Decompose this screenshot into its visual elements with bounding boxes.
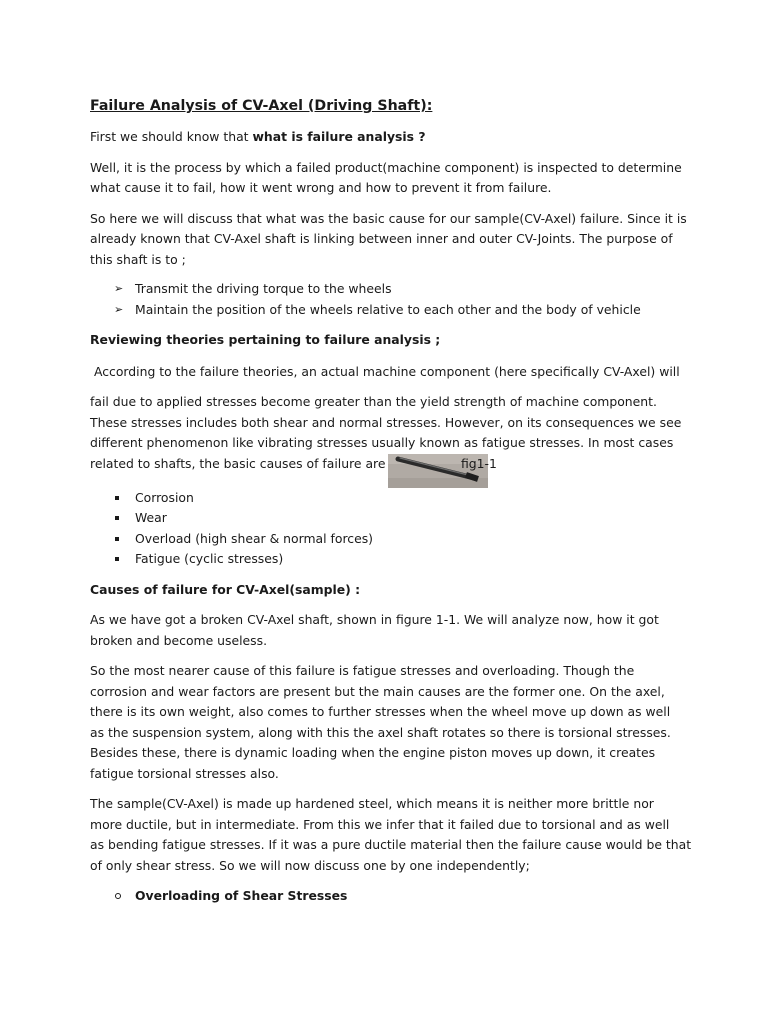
list-item-text: Overload (high shear & normal forces) [135, 530, 374, 546]
purpose-line: this shaft is to ; [90, 251, 186, 267]
sample-paragraph [90, 794, 690, 876]
definition-line: Well, it is the process by which a failed product(machine component) is inspected to determine [90, 159, 682, 175]
purpose-paragraph [90, 209, 690, 271]
causes-heading: Causes of failure for CV-Axel(sample) : [90, 581, 361, 597]
list-item [90, 549, 690, 570]
square-bullet-icon [115, 516, 119, 520]
theory-line: fail due to applied stresses become greater than the yield strength of machine component. [90, 394, 657, 409]
arrow-bullet-icon: ➢ [114, 302, 124, 316]
fatigue-paragraph [90, 661, 690, 784]
list-item [90, 300, 690, 321]
purpose-line: So here we will discuss that what was the basic cause for our sample(CV-Axel) failure. Since it is [90, 210, 687, 226]
fatigue-line: fatigue torsional stresses also. [90, 765, 279, 781]
subsection-heading: Overloading of Shear Stresses [135, 888, 348, 903]
intro-bold-question: what is failure analysis ? [252, 129, 426, 144]
sample-line: as bending fatigue stresses. If it was a pure ductile material then the failure cause would be that [90, 837, 692, 852]
theory-line: different phenomenon like vibrating stresses usually known as fatigue stresses. In most cases [90, 435, 674, 450]
list-item [90, 279, 690, 300]
fatigue-line: there is its own weight, also comes to further stresses when the wheel move up down as well [90, 704, 671, 719]
list-item [90, 488, 690, 509]
document-title: Failure Analysis of CV-Axel (Driving Shaft): [90, 98, 433, 114]
square-bullet-icon [115, 537, 119, 541]
sample-line: of only shear stress. So we will now discuss one by one independently; [90, 857, 530, 873]
fatigue-line: So the most nearer cause of this failure is fatigue stresses and overloading. Though the [90, 663, 635, 678]
broken-line: broken and become useless. [90, 632, 268, 648]
purpose-list [90, 279, 690, 320]
definition-line: what cause it to fail, how it went wrong and how to prevent it from failure. [90, 180, 552, 195]
broken-paragraph [90, 610, 690, 651]
theory-paragraph [90, 392, 690, 488]
list-item-text: Corrosion [135, 489, 194, 505]
theory-heading: Reviewing theories pertaining to failure analysis ; [90, 332, 441, 347]
broken-line: As we have got a broken CV-Axel shaft, shown in figure 1-1. We will analyze now, how it got [90, 612, 659, 627]
theory-line: related to shafts, the basic causes of failure are [90, 455, 386, 471]
fatigue-line: as the suspension system, along with this the axel shaft rotates so there is torsional stresses. [90, 724, 671, 740]
arrow-bullet-icon: ➢ [114, 282, 124, 295]
sample-line: The sample(CV-Axel) is made up hardened steel, which means it is neither more brittle nor [90, 796, 654, 811]
list-item-text: Wear [135, 510, 167, 525]
square-bullet-icon [115, 557, 119, 561]
list-item-text: Fatigue (cyclic stresses) [135, 551, 284, 566]
definition-paragraph [90, 158, 690, 199]
intro-line [90, 127, 690, 148]
list-item [90, 886, 690, 907]
intro-text: First we should know that [90, 129, 253, 144]
figure-label: fig1-1 [461, 455, 497, 471]
list-item [90, 508, 690, 529]
causes-list [90, 488, 690, 570]
list-item [90, 529, 690, 550]
theory-intro: According to the failure theories, an actual machine component (here specifically CV-Axel) will [90, 363, 680, 379]
list-item-text: Maintain the position of the wheels relative to each other and the body of vehicle [135, 301, 641, 317]
theory-line-with-figure [90, 454, 690, 488]
circle-bullet-icon [115, 893, 121, 899]
fatigue-line: Besides these, there is dynamic loading when the engine piston moves up down, it creates [90, 745, 656, 760]
document-page [90, 94, 690, 907]
theory-line: These stresses includes both shear and normal stresses. However, on its consequences we see [90, 414, 682, 430]
list-item-text: Transmit the driving torque to the wheels [135, 281, 392, 296]
square-bullet-icon [115, 496, 119, 500]
fatigue-line: corrosion and wear factors are present but the main causes are the former one. On the axel, [90, 683, 665, 699]
purpose-line: already known that CV-Axel shaft is linking between inner and outer CV-Joints. The purpose of [90, 231, 673, 246]
subsection-list [90, 886, 690, 907]
sample-line: more ductile, but in intermediate. From this we infer that it failed due to torsional and as well [90, 816, 670, 832]
